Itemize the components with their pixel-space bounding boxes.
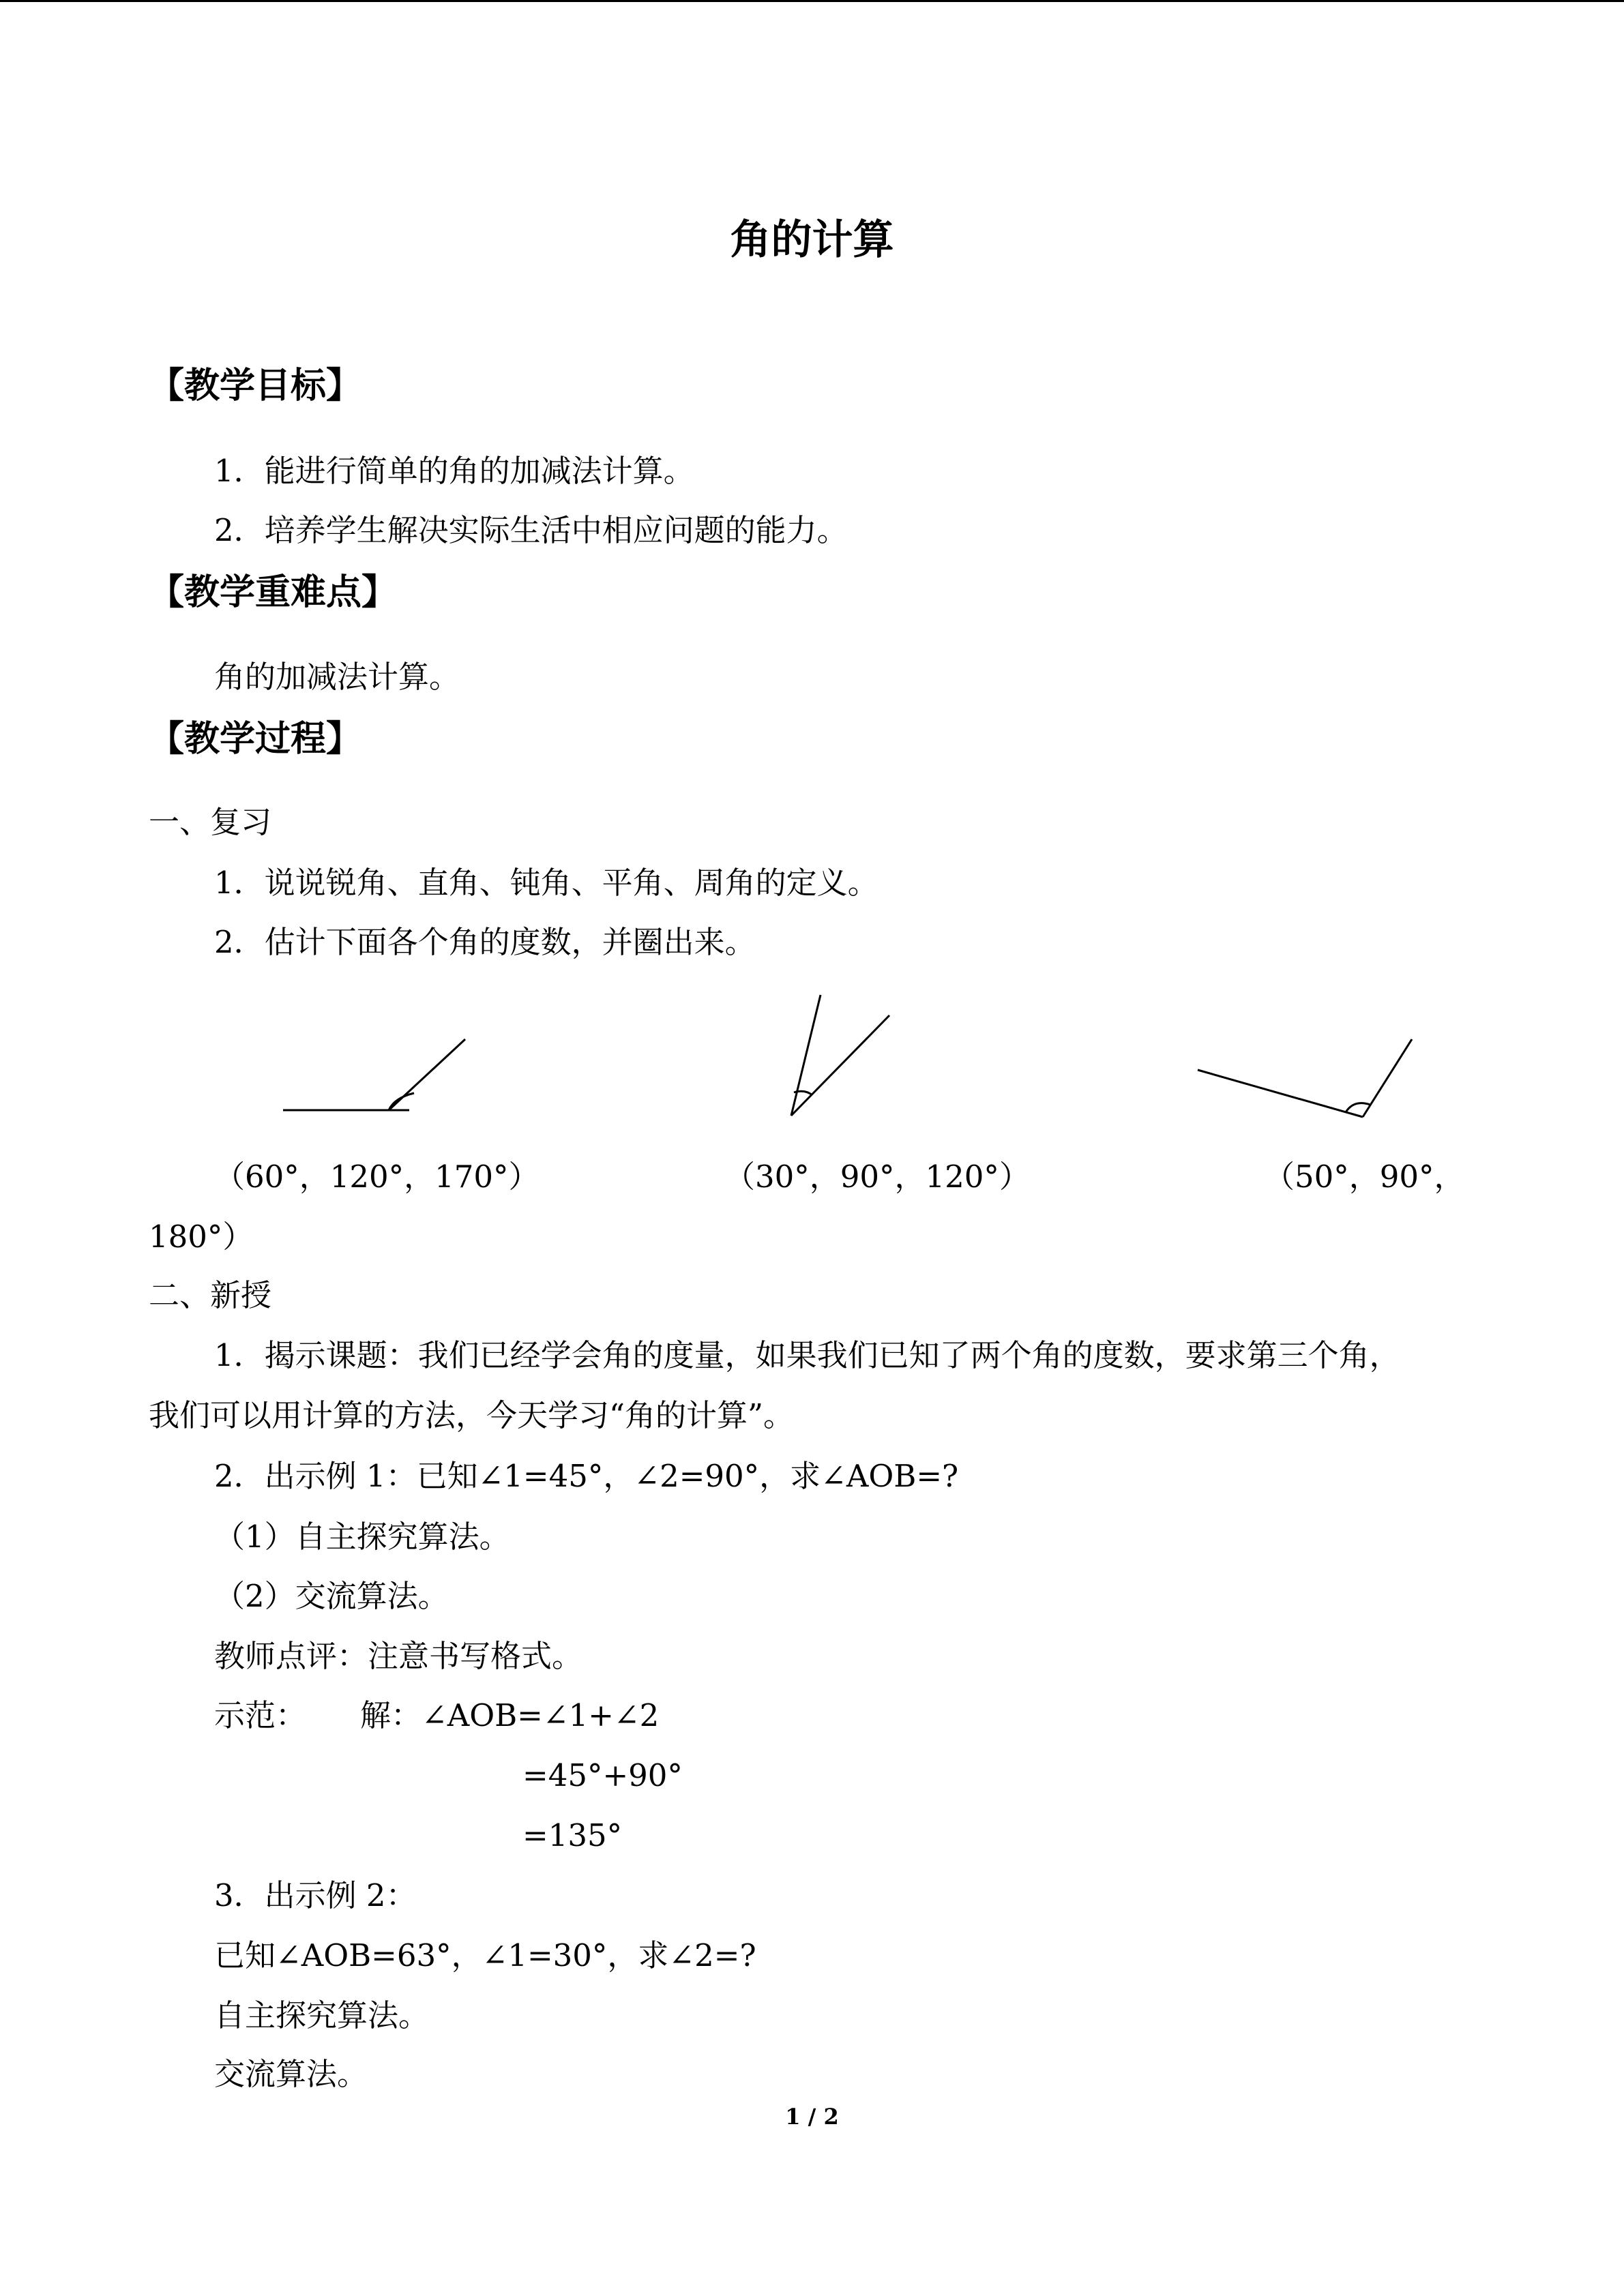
page-title: 角的计算 [730,216,894,264]
new-item-2: 2．出示例 1：已知∠1=45°，∠2=90°，求∠AOB=? [214,1458,959,1494]
review-item-2: 2．估计下面各个角的度数，并圈出来。 [214,924,756,960]
page-number: 1 / 2 [785,2104,839,2130]
teacher-comment: 教师点评：注意书写格式。 [214,1638,583,1674]
section-review-title: 一、复习 [149,804,272,840]
angle-choice-2: （30°，90°，120°） [724,1159,1030,1195]
step-2: （2）交流算法。 [214,1578,449,1614]
demo-label: 示范： [214,1697,307,1733]
exchange-text: 交流算法。 [214,2056,368,2092]
objective-1: 1．能进行简单的角的加减法计算。 [214,453,694,489]
explore-text: 自主探究算法。 [214,1997,430,2033]
example-2: 已知∠AOB=63°，∠1=30°，求∠2=? [214,1937,756,1973]
angle-choice-3: （50°，90°， [1264,1159,1465,1195]
new-item-3: 3．出示例 2： [214,1877,417,1913]
angle-figure-2 [791,995,889,1116]
step-1: （1）自主探究算法。 [214,1519,510,1555]
objective-2: 2．培养学生解决实际生活中相应问题的能力。 [214,512,848,548]
demo-line-2: =45°+90° [522,1757,683,1793]
heading-process: 【教学过程】 [149,719,362,760]
section-new-lesson-title: 二、新授 [149,1277,272,1313]
demo-line-3: =135° [522,1817,623,1853]
demo-line-1: 解：∠AOB=∠1+∠2 [360,1697,660,1733]
new-item-1-line-2: 我们可以用计算的方法，今天学习“角的计算”。 [149,1397,795,1433]
heading-objectives: 【教学目标】 [149,366,362,406]
angle-figure-3 [1198,1039,1412,1117]
key-points-text: 角的加减法计算。 [214,659,460,695]
angle-choice-1: （60°，120°，170°） [214,1159,540,1195]
review-item-1: 1．说说锐角、直角、钝角、平角、周角的定义。 [214,865,879,901]
new-item-1-line-1: 1．揭示课题：我们已经学会角的度量，如果我们已知了两个角的度数，要求第三个角， [214,1337,1400,1373]
angle-figure-1 [283,1039,465,1110]
angle-choice-3-continued: 180°） [149,1219,254,1255]
heading-key-points: 【教学重难点】 [149,572,398,613]
